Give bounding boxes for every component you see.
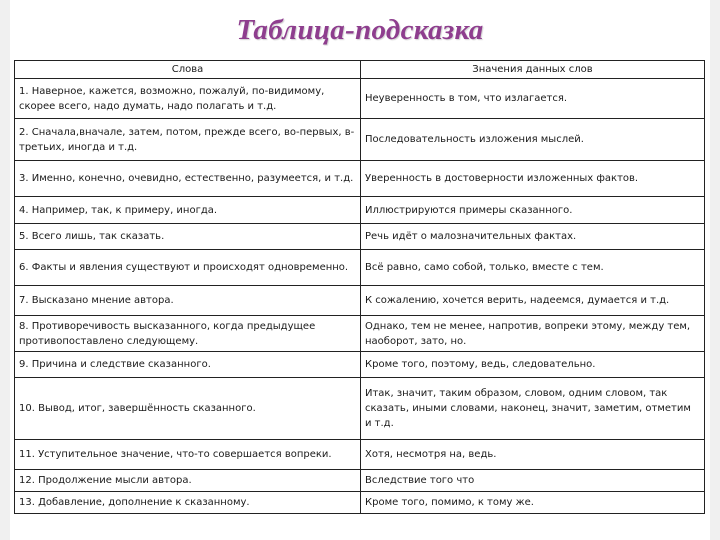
table-row xyxy=(15,119,705,161)
cell-meaning: Итак, значит, таким образом, словом, одним словом, так сказать, иными словами, наконец, значит, заметим, отметим и т.д. xyxy=(361,378,705,440)
cell-meaning: Иллюстрируются примеры сказанного. xyxy=(361,197,705,224)
cell-words: 11. Уступительное значение, что-то совершается вопреки. xyxy=(15,440,361,470)
header-words: Слова xyxy=(15,61,361,79)
cell-words: 1. Наверное, кажется, возможно, пожалуй, по-видимому, скорее всего, надо думать, надо полагать и т.д. xyxy=(15,79,361,119)
table-row xyxy=(15,250,705,286)
cell-meaning: Неуверенность в том, что излагается. xyxy=(361,79,705,119)
cell-words: 7. Высказано мнение автора. xyxy=(15,286,361,316)
table-row xyxy=(15,224,705,250)
table-row xyxy=(15,440,705,470)
cell-meaning: Хотя, несмотря на, ведь. xyxy=(361,440,705,470)
table-row xyxy=(15,352,705,378)
cell-meaning: Речь идёт о малозначительных фактах. xyxy=(361,224,705,250)
table-header-row xyxy=(15,61,705,79)
cell-meaning: Однако, тем не менее, напротив, вопреки этому, между тем, наоборот, зато, но. xyxy=(361,316,705,352)
cell-meaning: Уверенность в достоверности изложенных фактов. xyxy=(361,161,705,197)
cell-words: 6. Факты и явления существуют и происходят одновременно. xyxy=(15,250,361,286)
cell-words: 10. Вывод, итог, завершённость сказанного. xyxy=(15,378,361,440)
table-row xyxy=(15,470,705,492)
cell-words: 5. Всего лишь, так сказать. xyxy=(15,224,361,250)
cell-meaning: Кроме того, помимо, к тому же. xyxy=(361,492,705,514)
table-row xyxy=(15,161,705,197)
cell-words: 3. Именно, конечно, очевидно, естественно, разумеется, и т.д. xyxy=(15,161,361,197)
cell-words: 2. Сначала,вначале, затем, потом, прежде всего, во-первых, в-третьих, иногда и т.д. xyxy=(15,119,361,161)
header-meaning: Значения данных слов xyxy=(361,61,705,79)
table-row xyxy=(15,316,705,352)
table-row xyxy=(15,492,705,514)
cell-meaning: Кроме того, поэтому, ведь, следовательно. xyxy=(361,352,705,378)
page-title: Таблица-подсказка xyxy=(236,14,484,46)
cell-meaning: Всё равно, само собой, только, вместе с тем. xyxy=(361,250,705,286)
hint-table xyxy=(14,60,705,514)
cell-words: 9. Причина и следствие сказанного. xyxy=(15,352,361,378)
cell-words: 13. Добавление, дополнение к сказанному. xyxy=(15,492,361,514)
cell-words: 12. Продолжение мысли автора. xyxy=(15,470,361,492)
cell-words: 4. Например, так, к примеру, иногда. xyxy=(15,197,361,224)
cell-meaning: Последовательность изложения мыслей. xyxy=(361,119,705,161)
table-row xyxy=(15,79,705,119)
cell-words: 8. Противоречивость высказанного, когда предыдущее противопоставлено следующему. xyxy=(15,316,361,352)
cell-meaning: Вследствие того что xyxy=(361,470,705,492)
slide xyxy=(10,0,710,540)
table-row xyxy=(15,378,705,440)
cell-meaning: К сожалению, хочется верить, надеемся, думается и т.д. xyxy=(361,286,705,316)
table-row xyxy=(15,286,705,316)
table-row xyxy=(15,197,705,224)
